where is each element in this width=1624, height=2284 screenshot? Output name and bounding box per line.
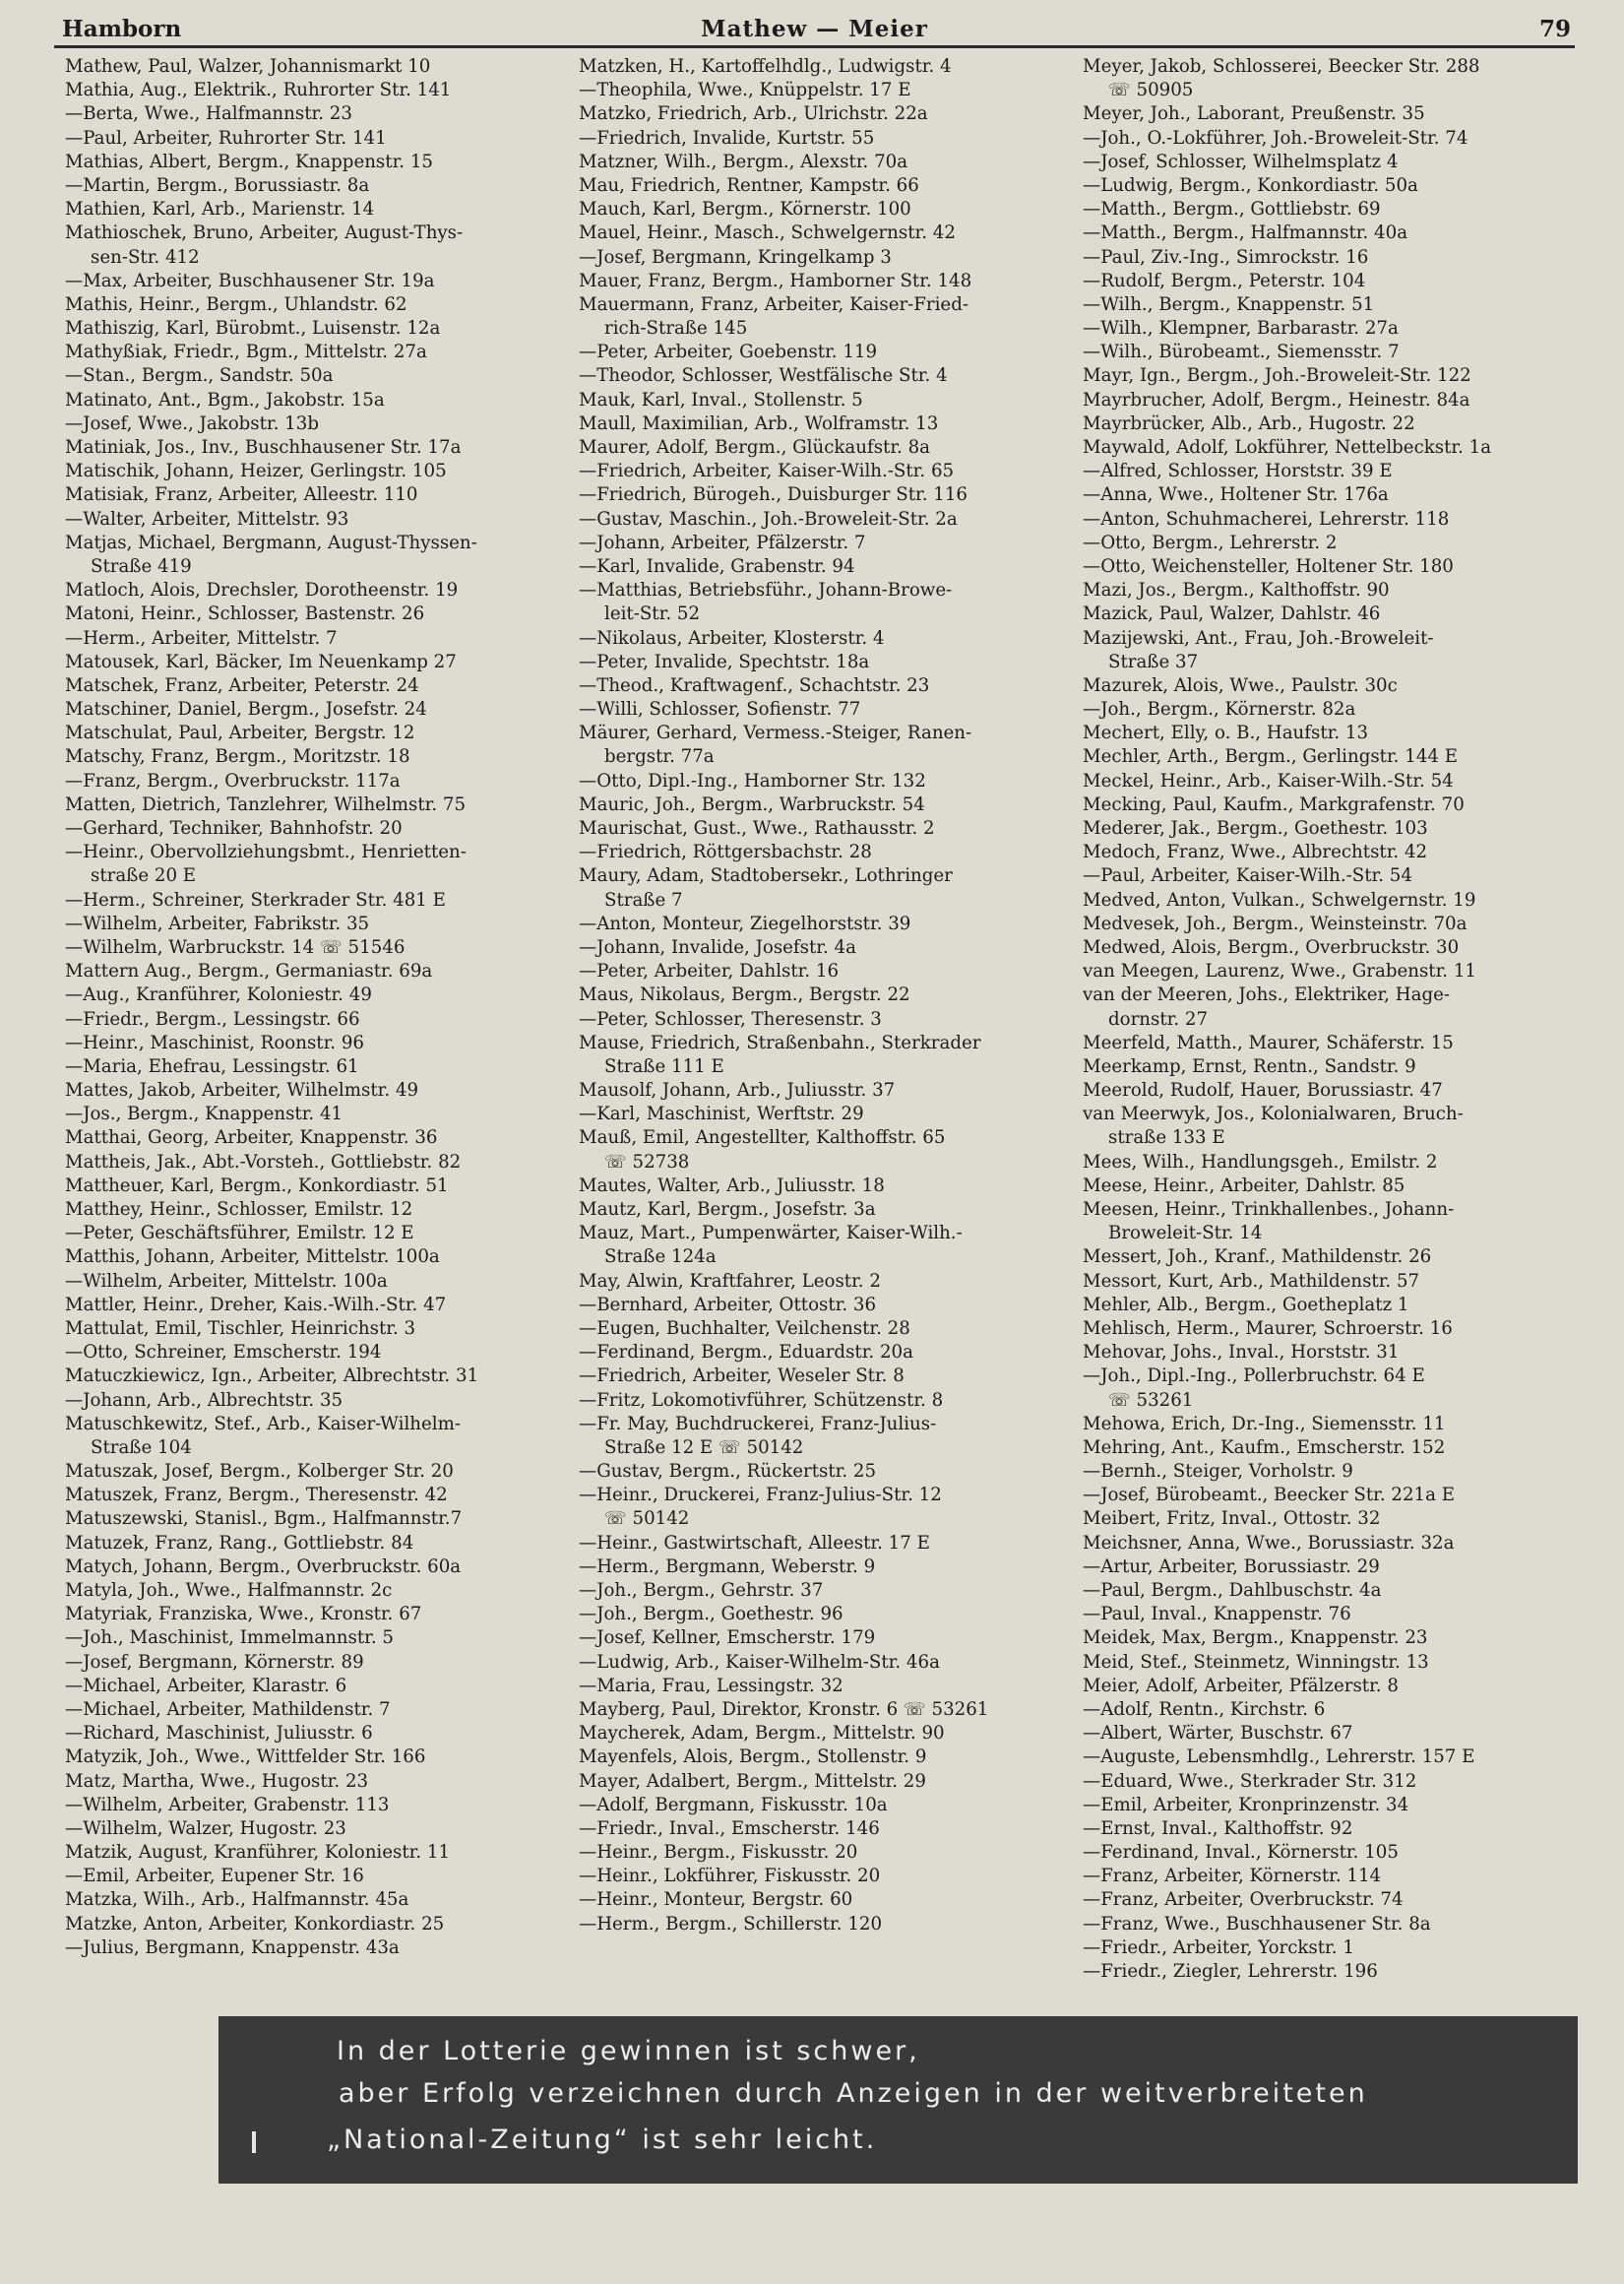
directory-entry: Medved, Anton, Vulkan., Schwelgernstr. 19 <box>1083 889 1476 911</box>
directory-entry: Matzik, August, Kranführer, Koloniestr. 11 <box>65 1842 451 1864</box>
directory-entry: Mattheis, Jak., Abt.-Vorsteh., Gottliebstr. 82 <box>65 1151 462 1173</box>
directory-entry: —Joh., Bergm., Körnerstr. 82a <box>1083 699 1356 721</box>
directory-entry: Maurer, Adolf, Bergm., Glückaufstr. 8a <box>579 437 931 458</box>
directory-entry: Medwed, Alois, Bergm., Overbruckstr. 30 <box>1083 936 1460 958</box>
directory-entry: Mazick, Paul, Walzer, Dahlstr. 46 <box>1083 603 1381 625</box>
directory-entry-continuation: straße 20 E <box>91 865 197 887</box>
directory-entry: —Ludwig, Bergm., Konkordiastr. 50a <box>1083 174 1418 196</box>
directory-entry: —Heinr., Lokführer, Fiskusstr. 20 <box>579 1866 881 1887</box>
directory-entry: —Alfred, Schlosser, Horststr. 39 E <box>1083 461 1393 482</box>
directory-entry: Mathiszig, Karl, Bürobmt., Luisenstr. 12a <box>65 318 441 340</box>
directory-entry: Mattes, Jakob, Arbeiter, Wilhelmstr. 49 <box>65 1080 419 1102</box>
directory-entry: —Wilhelm, Arbeiter, Grabenstr. 113 <box>65 1794 390 1815</box>
directory-entry: —Joh., Dipl.-Ing., Pollerbruchstr. 64 E <box>1083 1365 1425 1387</box>
directory-entry: Mathioschek, Bruno, Arbeiter, August-Thys- <box>65 222 464 244</box>
directory-entry: Mecking, Paul, Kaufm., Markgrafenstr. 70 <box>1083 793 1465 815</box>
directory-entry: —Wilh., Bergm., Knappenstr. 51 <box>1083 293 1375 315</box>
directory-entry: —Gustav, Bergm., Rückertstr. 25 <box>579 1461 877 1483</box>
directory-entry-continuation: Straße 12 E ☏ 50142 <box>604 1436 804 1458</box>
directory-entry: —Peter, Arbeiter, Goebenstr. 119 <box>579 342 878 363</box>
directory-entry: —Herm., Arbeiter, Mittelstr. 7 <box>65 627 338 649</box>
directory-entry: —Paul, Arbeiter, Ruhrorter Str. 141 <box>65 127 387 149</box>
directory-entry: Mechler, Arth., Bergm., Gerlingstr. 144 E <box>1083 746 1459 768</box>
directory-entry: —Martin, Bergm., Borussiastr. 8a <box>65 174 370 196</box>
directory-entry: —Emil, Arbeiter, Kronprinzenstr. 34 <box>1083 1794 1409 1815</box>
directory-entry: Mattler, Heinr., Dreher, Kais.-Wilh.-Str. 47 <box>65 1294 447 1315</box>
directory-entry: Meckel, Heinr., Arb., Kaiser-Wilh.-Str. 54 <box>1083 770 1454 792</box>
header-range-title: Mathew — Meier <box>701 16 928 42</box>
directory-entry: Matyriak, Franziska, Wwe., Kronstr. 67 <box>65 1604 422 1625</box>
directory-entry: —Joh., O.-Lokführer, Joh.-Broweleit-Str. 74 <box>1083 127 1468 149</box>
directory-entry: Mayrbrucher, Adolf, Bergm., Heinestr. 84a <box>1083 389 1470 411</box>
directory-entry: Mehowa, Erich, Dr.-Ing., Siemensstr. 11 <box>1083 1413 1446 1434</box>
directory-entry: —Julius, Bergmann, Knappenstr. 43a <box>65 1936 400 1958</box>
directory-entry: Meesen, Heinr., Trinkhallenbes., Johann- <box>1083 1199 1455 1220</box>
directory-entry: —Josef, Kellner, Emscherstr. 179 <box>579 1627 876 1649</box>
directory-entry: Mehlisch, Herm., Maurer, Schroerstr. 16 <box>1083 1317 1453 1339</box>
directory-entry: —Michael, Arbeiter, Klarastr. 6 <box>65 1675 347 1696</box>
directory-entry: —Joh., Bergm., Gehrstr. 37 <box>579 1580 824 1601</box>
directory-entry: —Friedrich, Invalide, Kurtstr. 55 <box>579 127 875 149</box>
directory-entry: Matuzek, Franz, Rang., Gottliebstr. 84 <box>65 1532 414 1554</box>
directory-entry: —Herm., Schreiner, Sterkrader Str. 481 E <box>65 889 446 911</box>
directory-entry: Mauz, Mart., Pumpenwärter, Kaiser-Wilh.- <box>579 1223 963 1244</box>
directory-entry-continuation: straße 133 E <box>1108 1127 1225 1149</box>
directory-entry: —Wilhelm, Arbeiter, Fabrikstr. 35 <box>65 913 370 934</box>
directory-entry: Matthis, Johann, Arbeiter, Mittelstr. 100a <box>65 1246 440 1268</box>
directory-entry: Mauermann, Franz, Arbeiter, Kaiser-Fried- <box>579 293 968 315</box>
directory-entry: —Auguste, Lebensmhdlg., Lehrerstr. 157 E <box>1083 1746 1475 1768</box>
directory-entry: Matzner, Wilh., Bergm., Alexstr. 70a <box>579 151 908 172</box>
directory-entry: —Friedr., Inval., Emscherstr. 146 <box>579 1817 880 1839</box>
directory-entry: —Adolf, Bergmann, Fiskusstr. 10a <box>579 1794 888 1815</box>
directory-entry: Matoni, Heinr., Schlosser, Bastenstr. 26 <box>65 603 425 625</box>
directory-entry: —Peter, Schlosser, Theresenstr. 3 <box>579 1008 882 1030</box>
directory-entry: Matloch, Alois, Drechsler, Dorotheenstr. 19 <box>65 580 459 602</box>
advert-line-3: „National-Zeitung“ ist sehr leicht. <box>327 2125 878 2155</box>
directory-entry: Matinato, Ant., Bgm., Jakobstr. 15a <box>65 389 385 411</box>
directory-entry: Mathia, Aug., Elektrik., Ruhrorter Str. 141 <box>65 80 452 101</box>
directory-entry-continuation: ☏ 50905 <box>1108 80 1194 101</box>
directory-entry: —Matthias, Betriebsführ., Johann-Browe- <box>579 580 953 602</box>
directory-entry: —Ernst, Inval., Kalthoffstr. 92 <box>1083 1817 1353 1839</box>
directory-entry-continuation: Straße 419 <box>91 555 192 577</box>
directory-entry: Mathien, Karl, Arb., Marienstr. 14 <box>65 199 375 221</box>
directory-entry: Medoch, Franz, Wwe., Albrechtstr. 42 <box>1083 842 1428 863</box>
directory-entry: Messort, Kurt, Arb., Mathildenstr. 57 <box>1083 1270 1420 1292</box>
directory-entry: Mäurer, Gerhard, Vermess.-Steiger, Ranen- <box>579 723 972 744</box>
directory-entry-continuation: Straße 7 <box>604 889 683 911</box>
directory-entry: May, Alwin, Kraftfahrer, Leostr. 2 <box>579 1270 881 1292</box>
directory-entry: —Anton, Monteur, Ziegelhorststr. 39 <box>579 913 911 934</box>
directory-entry: Matuszak, Josef, Bergm., Kolberger Str. 20 <box>65 1461 454 1483</box>
directory-entry: Mau, Friedrich, Rentner, Kampstr. 66 <box>579 174 919 196</box>
column-2 <box>579 55 1081 1936</box>
directory-entry: —Johann, Invalide, Josefstr. 4a <box>579 936 856 958</box>
directory-entry: —Paul, Bergm., Dahlbuschstr. 4a <box>1083 1580 1382 1601</box>
directory-entry-continuation: Straße 111 E <box>604 1055 724 1077</box>
directory-entry: —Nikolaus, Arbeiter, Klosterstr. 4 <box>579 627 885 649</box>
directory-entry: —Otto, Bergm., Lehrerstr. 2 <box>1083 532 1338 553</box>
directory-entry: —Josef, Schlosser, Wilhelmsplatz 4 <box>1083 151 1399 172</box>
directory-entry: —Franz, Arbeiter, Overbruckstr. 74 <box>1083 1889 1404 1911</box>
directory-entry: Meerold, Rudolf, Hauer, Borussiastr. 47 <box>1083 1080 1443 1102</box>
directory-entry: Matzke, Anton, Arbeiter, Konkordiastr. 25 <box>65 1913 445 1935</box>
directory-entry: Meier, Adolf, Arbeiter, Pfälzerstr. 8 <box>1083 1675 1399 1696</box>
directory-entry: Meichsner, Anna, Wwe., Borussiastr. 32a <box>1083 1532 1455 1554</box>
directory-entry: —Joh., Maschinist, Immelmannstr. 5 <box>65 1627 394 1649</box>
page-header <box>54 10 1575 48</box>
directory-entry: —Josef, Wwe., Jakobstr. 13b <box>65 412 319 434</box>
directory-entry: Meibert, Fritz, Inval., Ottostr. 32 <box>1083 1508 1381 1530</box>
directory-entry-continuation: sen-Str. 412 <box>91 246 200 268</box>
directory-entry: —Theod., Kraftwagenf., Schachtstr. 23 <box>579 674 930 696</box>
directory-entry: Matjas, Michael, Bergmann, August-Thyssen- <box>65 532 477 553</box>
directory-entry-continuation: Straße 37 <box>1108 651 1199 672</box>
directory-entry: Meid, Stef., Steinmetz, Winningstr. 13 <box>1083 1651 1429 1673</box>
directory-entry: Matuszek, Franz, Bergm., Theresenstr. 42 <box>65 1485 448 1506</box>
directory-entry: —Karl, Invalide, Grabenstr. 94 <box>579 555 855 577</box>
directory-entry: Mathew, Paul, Walzer, Johannismarkt 10 <box>65 56 431 77</box>
directory-entry: Matischik, Johann, Heizer, Gerlingstr. 105 <box>65 461 447 482</box>
directory-entry: —Heinr., Druckerei, Franz-Julius-Str. 12 <box>579 1485 942 1506</box>
directory-entry: Mazi, Jos., Bergm., Kalthoffstr. 90 <box>1083 580 1390 602</box>
directory-entry: —Ferdinand, Bergm., Eduardstr. 20a <box>579 1342 913 1364</box>
directory-entry: —Friedr., Ziegler, Lehrerstr. 196 <box>1083 1961 1378 1982</box>
directory-entry: —Heinr., Monteur, Bergstr. 60 <box>579 1889 853 1911</box>
directory-entry: Mause, Friedrich, Straßenbahn., Sterkrader <box>579 1032 981 1053</box>
directory-entry: Mazurek, Alois, Wwe., Paulstr. 30c <box>1083 674 1398 696</box>
column-1 <box>65 55 565 1960</box>
directory-entry: —Johann, Arb., Albrechtstr. 35 <box>65 1389 344 1411</box>
directory-entry: —Franz, Wwe., Buschhausener Str. 8a <box>1083 1913 1431 1935</box>
directory-entry: Matyla, Joh., Wwe., Halfmannstr. 2c <box>65 1580 393 1601</box>
directory-entry: Mausolf, Johann, Arb., Juliusstr. 37 <box>579 1080 896 1102</box>
directory-entry: —Ludwig, Arb., Kaiser-Wilhelm-Str. 46a <box>579 1651 940 1673</box>
directory-entry: —Michael, Arbeiter, Mathildenstr. 7 <box>65 1698 391 1720</box>
directory-entry: —Herm., Bergm., Schillerstr. 120 <box>579 1913 883 1935</box>
directory-entry: Meerkamp, Ernst, Rentn., Sandstr. 9 <box>1083 1055 1416 1077</box>
directory-entry: —Wilhelm, Walzer, Hugostr. 23 <box>65 1817 346 1839</box>
directory-entry: —Max, Arbeiter, Buschhausener Str. 19a <box>65 270 435 291</box>
column-3 <box>1083 55 1583 1984</box>
directory-entry: Mayer, Adalbert, Bergm., Mittelstr. 29 <box>579 1770 926 1792</box>
directory-entry: Mehovar, Johs., Inval., Horststr. 31 <box>1083 1342 1400 1364</box>
directory-entry: Mauel, Heinr., Masch., Schwelgernstr. 42 <box>579 222 956 244</box>
directory-entry: —Maria, Ehefrau, Lessingstr. 61 <box>65 1055 359 1077</box>
directory-entry-continuation: leit-Str. 52 <box>604 603 701 625</box>
directory-entry: Mechert, Elly, o. B., Haufstr. 13 <box>1083 723 1369 744</box>
directory-entry: —Maria, Frau, Lessingstr. 32 <box>579 1675 843 1696</box>
directory-entry: —Stan., Bergm., Sandstr. 50a <box>65 365 334 387</box>
directory-entry: —Friedrich, Röttgersbachstr. 28 <box>579 842 872 863</box>
directory-entry: Mathis, Heinr., Bergm., Uhlandstr. 62 <box>65 293 407 315</box>
directory-entry: —Johann, Arbeiter, Pfälzerstr. 7 <box>579 532 866 553</box>
directory-entry: —Artur, Arbeiter, Borussiastr. 29 <box>1083 1555 1380 1577</box>
advert-line-2: aber Erfolg verzeichnen durch Anzeigen in der weitverbreiteten <box>339 2078 1368 2109</box>
directory-entry: Maus, Nikolaus, Bergm., Bergstr. 22 <box>579 984 910 1006</box>
directory-entry: —Willi, Schlosser, Sofienstr. 77 <box>579 699 861 721</box>
directory-entry: —Friedrich, Arbeiter, Weseler Str. 8 <box>579 1365 905 1387</box>
directory-entry: Maull, Maximilian, Arb., Wolframstr. 13 <box>579 412 939 434</box>
directory-entry: Matschy, Franz, Bergm., Moritzstr. 18 <box>65 746 410 768</box>
directory-entry: —Friedr., Bergm., Lessingstr. 66 <box>65 1008 360 1030</box>
directory-entry: Matten, Dietrich, Tanzlehrer, Wilhelmstr. 75 <box>65 793 467 815</box>
directory-entry: Matiniak, Jos., Inv., Buschhausener Str. 17a <box>65 437 462 458</box>
directory-entry: —Eduard, Wwe., Sterkrader Str. 312 <box>1083 1770 1417 1792</box>
directory-entry: Maurischat, Gust., Wwe., Rathausstr. 2 <box>579 818 935 839</box>
directory-entry: —Fr. May, Buchdruckerei, Franz-Julius- <box>579 1413 937 1434</box>
directory-entry: Meyer, Jakob, Schlosserei, Beecker Str. 288 <box>1083 56 1480 77</box>
directory-entry: Mayenfels, Alois, Bergm., Stollenstr. 9 <box>579 1746 927 1768</box>
directory-entry: Mayberg, Paul, Direktor, Kronstr. 6 ☏ 53261 <box>579 1698 989 1720</box>
directory-entry: —Adolf, Rentn., Kirchstr. 6 <box>1083 1698 1326 1720</box>
directory-entry: Mederer, Jak., Bergm., Goethestr. 103 <box>1083 818 1428 839</box>
directory-entry: —Anton, Schuhmacherei, Lehrerstr. 118 <box>1083 508 1450 530</box>
directory-entry: —Josef, Bergmann, Kringelkamp 3 <box>579 246 892 268</box>
directory-entry: —Heinr., Bergm., Fiskusstr. 20 <box>579 1842 858 1864</box>
directory-entry: van der Meeren, Johs., Elektriker, Hage- <box>1083 984 1451 1006</box>
directory-entry: Maury, Adam, Stadtobersekr., Lothringer <box>579 865 953 887</box>
directory-entry: Maycherek, Adam, Bergm., Mittelstr. 90 <box>579 1723 945 1745</box>
directory-entry: Mauch, Karl, Bergm., Körnerstr. 100 <box>579 199 911 221</box>
directory-entry: Matschiner, Daniel, Bergm., Josefstr. 24 <box>65 699 427 721</box>
directory-entry: —Franz, Bergm., Overbruckstr. 117a <box>65 770 401 792</box>
directory-entry: —Otto, Weichensteller, Holtener Str. 180 <box>1083 555 1454 577</box>
directory-entry: Mautes, Walter, Arb., Juliusstr. 18 <box>579 1174 885 1196</box>
directory-entry: —Rudolf, Bergm., Peterstr. 104 <box>1083 270 1366 291</box>
directory-entry: Mathyßiak, Friedr., Bgm., Mittelstr. 27a <box>65 342 427 363</box>
directory-entry: —Walter, Arbeiter, Mittelstr. 93 <box>65 508 349 530</box>
directory-entry: —Emil, Arbeiter, Eupener Str. 16 <box>65 1866 364 1887</box>
directory-entry-continuation: ☏ 53261 <box>1108 1389 1194 1411</box>
directory-entry: —Paul, Ziv.-Ing., Simrockstr. 16 <box>1083 246 1369 268</box>
directory-entry: Mattulat, Emil, Tischler, Heinrichstr. 3 <box>65 1317 416 1339</box>
directory-entry-continuation: ☏ 52738 <box>604 1151 690 1173</box>
directory-entry: Matschek, Franz, Arbeiter, Peterstr. 24 <box>65 674 419 696</box>
directory-entry: Mattern Aug., Bergm., Germaniastr. 69a <box>65 961 433 983</box>
directory-entry: —Josef, Bürobeamt., Beecker Str. 221a E <box>1083 1485 1456 1506</box>
directory-entry: —Bernhard, Arbeiter, Ottostr. 36 <box>579 1294 877 1315</box>
directory-entry: —Josef, Bergmann, Körnerstr. 89 <box>65 1651 364 1673</box>
directory-entry: Matzken, H., Kartoffelhdlg., Ludwigstr. 4 <box>579 56 952 77</box>
directory-entry: van Meegen, Laurenz, Wwe., Grabenstr. 11 <box>1083 961 1476 983</box>
directory-entry: —Paul, Arbeiter, Kaiser-Wilh.-Str. 54 <box>1083 865 1412 887</box>
directory-entry: —Albert, Wärter, Buschstr. 67 <box>1083 1723 1353 1745</box>
directory-entry: —Paul, Inval., Knappenstr. 76 <box>1083 1604 1351 1625</box>
directory-entry: —Friedrich, Arbeiter, Kaiser-Wilh.-Str. 65 <box>579 461 955 482</box>
directory-entry: —Herm., Bergmann, Weberstr. 9 <box>579 1555 876 1577</box>
directory-entry: —Franz, Arbeiter, Körnerstr. 114 <box>1083 1866 1382 1887</box>
directory-entry: —Richard, Maschinist, Juliusstr. 6 <box>65 1723 373 1745</box>
directory-entry: Mauer, Franz, Bergm., Hamborner Str. 148 <box>579 270 972 291</box>
directory-entry: —Bernh., Steiger, Vorholstr. 9 <box>1083 1461 1353 1483</box>
directory-entry: Meerfeld, Matth., Maurer, Schäferstr. 15 <box>1083 1032 1454 1053</box>
directory-entry: —Gerhard, Techniker, Bahnhofstr. 20 <box>65 818 403 839</box>
directory-entry: —Joh., Bergm., Goethestr. 96 <box>579 1604 843 1625</box>
directory-entry: —Otto, Schreiner, Emscherstr. 194 <box>65 1342 382 1364</box>
directory-entry: Mazijewski, Ant., Frau, Joh.-Broweleit- <box>1083 627 1434 649</box>
directory-entry: Mautz, Karl, Bergm., Josefstr. 3a <box>579 1199 876 1220</box>
directory-entry: Meidek, Max, Bergm., Knappenstr. 23 <box>1083 1627 1428 1649</box>
directory-entry: —Jos., Bergm., Knappenstr. 41 <box>65 1104 344 1125</box>
directory-entry: —Wilhelm, Arbeiter, Mittelstr. 100a <box>65 1270 388 1292</box>
directory-entry: Matthai, Georg, Arbeiter, Knappenstr. 36 <box>65 1127 438 1149</box>
directory-entry: —Anna, Wwe., Holtener Str. 176a <box>1083 484 1389 506</box>
directory-entry: —Matth., Bergm., Gottliebstr. 69 <box>1083 199 1381 221</box>
directory-entry: Mehring, Ant., Kaufm., Emscherstr. 152 <box>1083 1436 1446 1458</box>
directory-entry: —Ferdinand, Inval., Körnerstr. 105 <box>1083 1842 1399 1864</box>
directory-entry: Matyzik, Joh., Wwe., Wittfelder Str. 166 <box>65 1746 426 1768</box>
directory-entry: Mathias, Albert, Bergm., Knappenstr. 15 <box>65 151 433 172</box>
directory-entry: Messert, Joh., Kranf., Mathildenstr. 26 <box>1083 1246 1432 1268</box>
directory-entry: —Eugen, Buchhalter, Veilchenstr. 28 <box>579 1317 910 1339</box>
directory-entry: van Meerwyk, Jos., Kolonialwaren, Bruch- <box>1083 1104 1464 1125</box>
advertisement-banner <box>219 2016 1578 2184</box>
directory-entry: Meese, Heinr., Arbeiter, Dahlstr. 85 <box>1083 1174 1405 1196</box>
directory-entry: Mauric, Joh., Bergm., Warbruckstr. 54 <box>579 793 925 815</box>
directory-entry: —Peter, Arbeiter, Dahlstr. 16 <box>579 961 840 983</box>
directory-entry: Matz, Martha, Wwe., Hugostr. 23 <box>65 1770 369 1792</box>
directory-entry-continuation: dornstr. 27 <box>1108 1008 1209 1030</box>
header-left-title: Hamborn <box>62 16 182 42</box>
directory-entry: Matthey, Heinr., Schlosser, Emilstr. 12 <box>65 1199 413 1220</box>
directory-entry: —Aug., Kranführer, Koloniestr. 49 <box>65 984 372 1006</box>
directory-entry: Matych, Johann, Bergm., Overbruckstr. 60a <box>65 1555 462 1577</box>
directory-entry: —Gustav, Maschin., Joh.-Broweleit-Str. 2a <box>579 508 958 530</box>
directory-entry: Mayr, Ign., Bergm., Joh.-Broweleit-Str. 122 <box>1083 365 1471 387</box>
directory-entry: —Otto, Dipl.-Ing., Hamborner Str. 132 <box>579 770 926 792</box>
directory-entry: —Matth., Bergm., Halfmannstr. 40a <box>1083 222 1408 244</box>
directory-entry: Matisiak, Franz, Arbeiter, Alleestr. 110 <box>65 484 418 506</box>
directory-entry: Matzka, Wilh., Arb., Halfmannstr. 45a <box>65 1889 409 1911</box>
directory-entry: —Friedrich, Bürogeh., Duisburger Str. 116 <box>579 484 968 506</box>
directory-entry: —Berta, Wwe., Halfmannstr. 23 <box>65 103 352 125</box>
directory-entry: —Heinr., Maschinist, Roonstr. 96 <box>65 1032 364 1053</box>
advert-line-1: In der Lotterie gewinnen ist schwer, <box>337 2036 920 2066</box>
directory-entry: —Wilh., Bürobeamt., Siemensstr. 7 <box>1083 342 1400 363</box>
directory-entry: —Heinr., Obervollziehungsbmt., Henrietten- <box>65 842 467 863</box>
directory-entry: Matuschkewitz, Stef., Arb., Kaiser-Wilhelm- <box>65 1413 461 1434</box>
directory-entry-continuation: Broweleit-Str. 14 <box>1108 1223 1263 1244</box>
directory-entry: —Karl, Maschinist, Werftstr. 29 <box>579 1104 864 1125</box>
page-number: 79 <box>1538 16 1571 42</box>
directory-entry: —Peter, Geschäftsführer, Emilstr. 12 E <box>65 1223 414 1244</box>
directory-entry: —Heinr., Gastwirtschaft, Alleestr. 17 E <box>579 1532 930 1554</box>
directory-entry: Mehler, Alb., Bergm., Goetheplatz 1 <box>1083 1294 1409 1315</box>
directory-entry: Mayrbrücker, Alb., Arb., Hugostr. 22 <box>1083 412 1415 434</box>
directory-entry: —Fritz, Lokomotivführer, Schützenstr. 8 <box>579 1389 944 1411</box>
directory-entry: Mauk, Karl, Inval., Stollenstr. 5 <box>579 389 863 411</box>
directory-entry-continuation: Straße 104 <box>91 1436 192 1458</box>
directory-entry: —Peter, Invalide, Spechtstr. 18a <box>579 651 870 672</box>
directory-entry: Mees, Wilh., Handlungsgeh., Emilstr. 2 <box>1083 1151 1438 1173</box>
directory-entry: Matuczkiewicz, Ign., Arbeiter, Albrechtstr. 31 <box>65 1365 479 1387</box>
directory-entry: —Theodor, Schlosser, Westfälische Str. 4 <box>579 365 948 387</box>
directory-entry: Medvesek, Joh., Bergm., Weinsteinstr. 70a <box>1083 913 1468 934</box>
directory-entry: Maywald, Adolf, Lokführer, Nettelbeckstr. 1a <box>1083 437 1492 458</box>
directory-entry: Meyer, Joh., Laborant, Preußenstr. 35 <box>1083 103 1425 125</box>
directory-entry-continuation: ☏ 50142 <box>604 1508 690 1530</box>
directory-entry: —Friedr., Arbeiter, Yorckstr. 1 <box>1083 1936 1354 1958</box>
ad-margin-mark <box>252 2131 256 2153</box>
directory-entry: —Theophila, Wwe., Knüppelstr. 17 E <box>579 80 911 101</box>
directory-entry-continuation: Straße 124a <box>604 1246 717 1268</box>
directory-entry: Matzko, Friedrich, Arb., Ulrichstr. 22a <box>579 103 928 125</box>
directory-entry: —Wilhelm, Warbruckstr. 14 ☏ 51546 <box>65 936 406 958</box>
directory-entry: —Wilh., Klempner, Barbarastr. 27a <box>1083 318 1399 340</box>
directory-entry: Matousek, Karl, Bäcker, Im Neuenkamp 27 <box>65 651 457 672</box>
directory-entry: Mattheuer, Karl, Bergm., Konkordiastr. 51 <box>65 1174 449 1196</box>
directory-entry: Matuszewski, Stanisl., Bgm., Halfmannstr.7 <box>65 1508 463 1530</box>
directory-entry: Mauß, Emil, Angestellter, Kalthoffstr. 65 <box>579 1127 946 1149</box>
directory-entry-continuation: bergstr. 77a <box>604 746 715 768</box>
directory-entry-continuation: rich-Straße 145 <box>604 318 748 340</box>
directory-entry: Matschulat, Paul, Arbeiter, Bergstr. 12 <box>65 723 415 744</box>
